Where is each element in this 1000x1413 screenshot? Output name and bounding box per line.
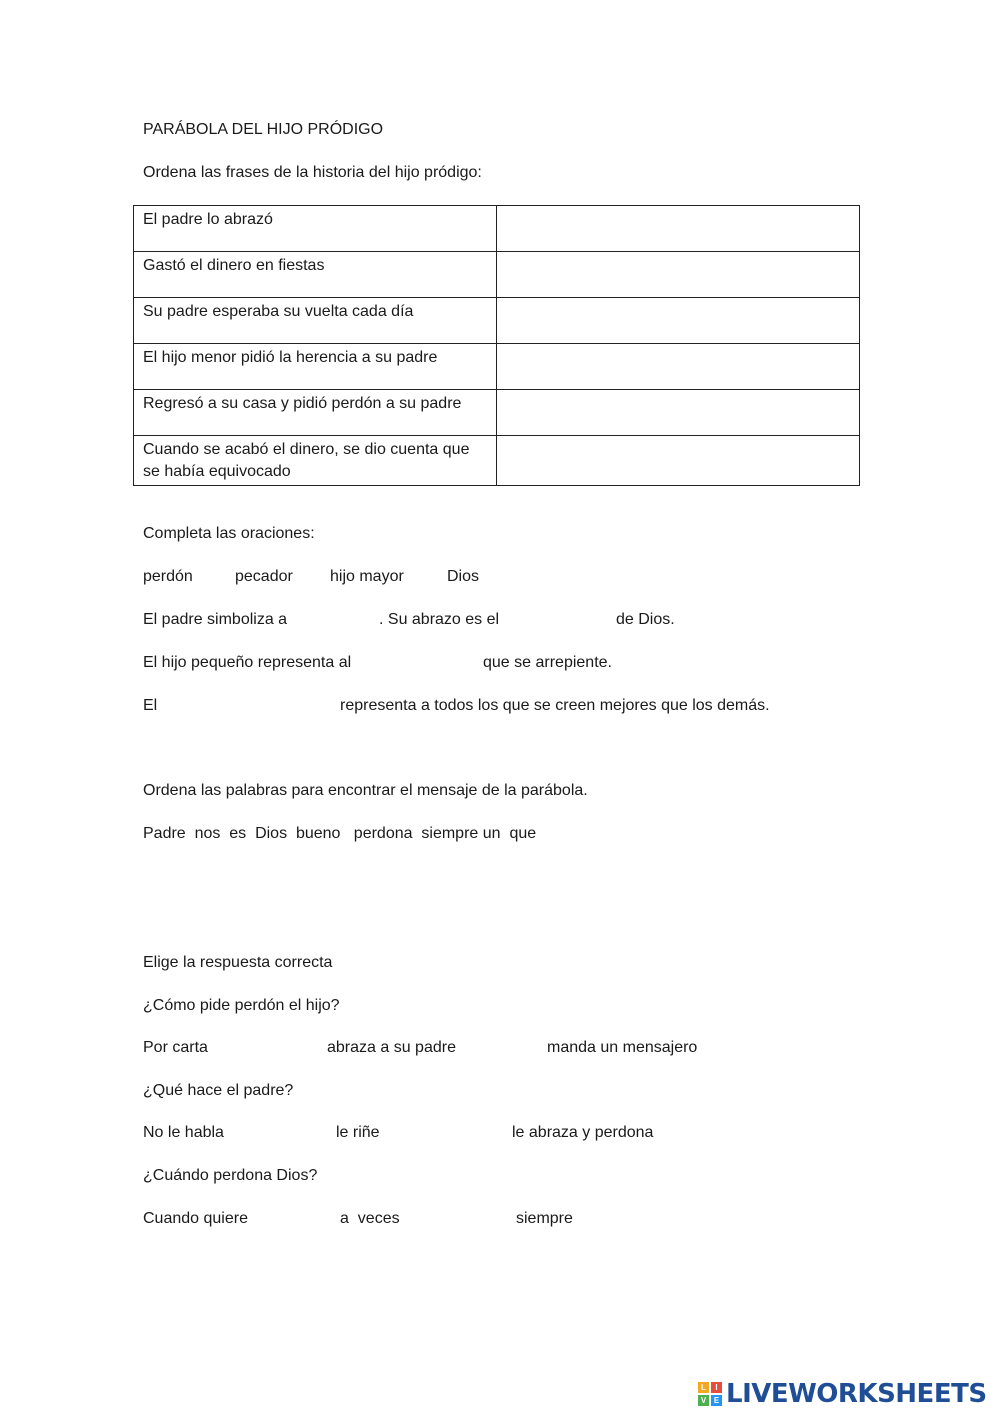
blank-gap[interactable] xyxy=(502,610,612,630)
phrase-cell: El hijo menor pidió la herencia a su padre xyxy=(134,344,497,390)
logo-mark-letter: L xyxy=(698,1382,709,1393)
answer-cell[interactable] xyxy=(497,252,860,298)
logo-mark-letter: E xyxy=(711,1395,722,1406)
answer-option[interactable]: le riñe xyxy=(336,1124,380,1141)
sentence-text: El padre simboliza a xyxy=(143,611,288,628)
phrase-cell: Gastó el dinero en fiestas xyxy=(134,252,497,298)
logo-mark-letter: V xyxy=(698,1395,709,1406)
sentence-text: El hijo pequeño representa al xyxy=(143,654,352,671)
table-row xyxy=(134,252,860,298)
blank-gap[interactable] xyxy=(295,610,377,630)
sentence-text: representa a todos los que se creen mejores que los demás. xyxy=(340,697,770,714)
sentence-text: . Su abrazo es el xyxy=(379,611,500,628)
phrase-cell: Su padre esperaba su vuelta cada día xyxy=(134,298,497,344)
complete-instruction: Completa las oraciones: xyxy=(143,525,315,542)
table-row xyxy=(134,436,860,486)
table-row xyxy=(134,298,860,344)
blank-gap[interactable] xyxy=(366,653,480,673)
answer-option[interactable]: le abraza y perdona xyxy=(512,1124,654,1141)
message-instruction: Ordena las palabras para encontrar el mensaje de la parábola. xyxy=(143,782,588,799)
sentence-text: de Dios. xyxy=(616,611,675,628)
answer-cell[interactable] xyxy=(497,206,860,252)
answer-cell[interactable] xyxy=(497,436,860,486)
phrase-cell: Regresó a su casa y pidió perdón a su padre xyxy=(134,390,497,436)
answer-option[interactable]: Cuando quiere xyxy=(143,1210,248,1227)
answer-option[interactable]: Por carta xyxy=(143,1039,208,1056)
answer-option[interactable]: siempre xyxy=(516,1210,573,1227)
liveworksheets-logo xyxy=(698,1380,987,1408)
order-instruction: Ordena las frases de la historia del hijo pródigo: xyxy=(143,164,482,181)
answer-option[interactable]: a veces xyxy=(340,1210,400,1227)
answer-cell[interactable] xyxy=(497,390,860,436)
sentence-text: que se arrepiente. xyxy=(483,654,612,671)
answer-cell[interactable] xyxy=(497,298,860,344)
word-bank-item: hijo mayor xyxy=(330,568,404,585)
table-row xyxy=(134,206,860,252)
scrambled-words: Padre nos es Dios bueno perdona siempre un que xyxy=(143,825,537,842)
answer-option[interactable]: abraza a su padre xyxy=(327,1039,456,1056)
table-row xyxy=(134,344,860,390)
sentence-text: El xyxy=(143,697,158,714)
answer-option[interactable]: No le habla xyxy=(143,1124,224,1141)
order-table xyxy=(133,205,860,486)
word-bank-item: perdón xyxy=(143,568,193,585)
choice-instruction: Elige la respuesta correcta xyxy=(143,954,333,971)
blank-gap[interactable] xyxy=(160,696,336,716)
logo-mark-icon xyxy=(698,1382,722,1406)
word-bank-item: Dios xyxy=(447,568,480,585)
worksheet-title: PARÁBOLA DEL HIJO PRÓDIGO xyxy=(143,121,384,138)
phrase-cell: El padre lo abrazó xyxy=(134,206,497,252)
question-2: ¿Qué hace el padre? xyxy=(143,1082,294,1099)
logo-text: LIVEWORKSHEETS xyxy=(726,1379,987,1409)
table-row xyxy=(134,390,860,436)
question-1: ¿Cómo pide perdón el hijo? xyxy=(143,997,340,1014)
answer-option[interactable]: manda un mensajero xyxy=(547,1039,698,1056)
word-bank-item: pecador xyxy=(235,568,293,585)
phrase-cell: Cuando se acabó el dinero, se dio cuenta que se había equivocado xyxy=(134,436,497,486)
question-3: ¿Cuándo perdona Dios? xyxy=(143,1167,318,1184)
answer-cell[interactable] xyxy=(497,344,860,390)
logo-mark-letter: I xyxy=(711,1382,722,1393)
